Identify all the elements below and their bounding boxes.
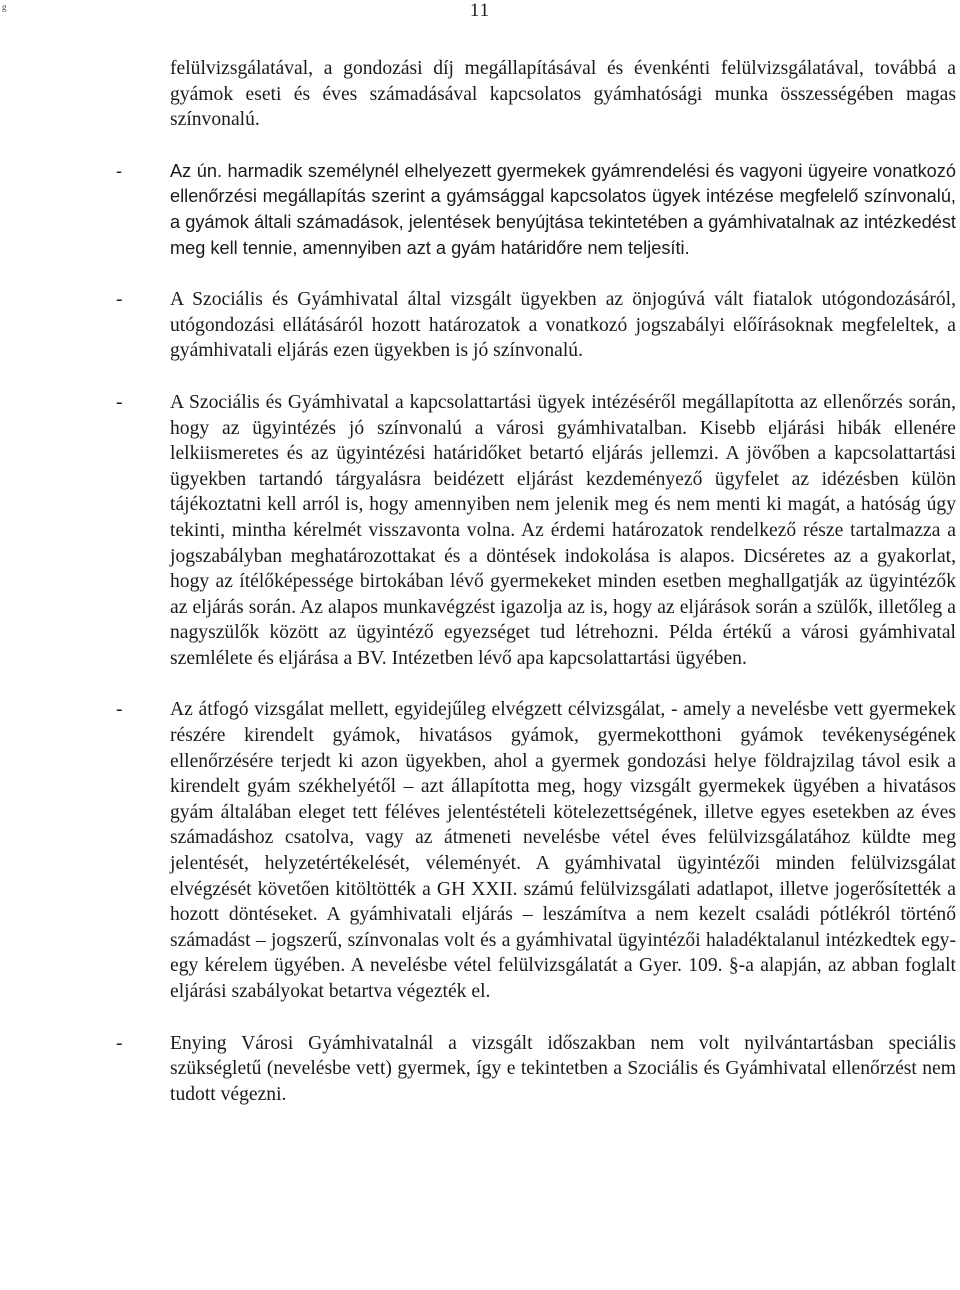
bullet-item-enying	[112, 1031, 956, 1108]
bullet-item-harmadik-szemely	[112, 159, 956, 261]
corner-mark: g	[2, 2, 7, 12]
continuation-paragraph: felülvizsgálatával, a gondozási díj megállapításával és évenkénti felülvizsgálatával, továbbá a gyámok eseti és éves számadásával kapcsolatos gyámhatósági munka összességében magas színvonalú.	[170, 58, 956, 131]
bullet-dash: -	[116, 699, 123, 721]
bullet-item-celvizsgalat	[112, 697, 956, 1004]
page-number: 11	[469, 0, 491, 21]
page-body	[112, 56, 956, 1107]
bullet-text: A Szociális és Gyámhivatal által vizsgált ügyekben az önjogúvá vált fiatalok utógondozásáról, utógondozási ellátásáról hozott határozatok a vonatkozó jogszabályi előírásoknak megfeleltek, a gyámhivatali eljárás ezen ügyekben is jó színvonalú.	[170, 289, 956, 362]
bullet-text: Enying Városi Gyámhivatalnál a vizsgált időszakban nem volt nyilvántartásban speciális szükségletű (nevelésbe vett) gyermek, így e tekintetben a Szociális és Gyámhivatal ellenőrzést nem tudott végezni.	[170, 1032, 956, 1105]
bullet-dash: -	[116, 391, 123, 413]
bullet-text: A Szociális és Gyámhivatal a kapcsolattartási ügyek intézéséről megállapította az ellenőrzés során, hogy az ügyintézés jó színvonalú a városi gyámhivatalban. Kisebb eljárási hibák ellenére lelkiismeretes és az ügyintézési határidőket betartó eljárás jellemzi. A jövőben a kapcsolattartási ügyekben tartandó tárgyalásra beidézett eljárást kezdeményező ügyfelet az idézésben külön tájékoztatni kell arról is, hogy amennyiben nem jelenik meg és nem menti ki magát, a hatóság úgy tekinti, mintha kérelmét visszavonta volna. Az érdemi határozatok rendelkező része tartalmazza a jogszabályban meghatározottakat és a döntések indokolása is alapos. Dicséretes az a gyakorlat, hogy az ítélőképessége birtokában lévő gyermekeket minden esetben meghallgatják az ügyintézők az eljárás során. Az alapos munkavégzést igazolja az is, hogy az eljárások során a szülők, illetőleg a nagyszülők között az ügyintéző egyezséget tud létrehozni. Példa értékű a városi gyámhivatal szemlélete és eljárása a BV. Intézetben lévő apa kapcsolattartási ügyében.	[170, 391, 956, 669]
bullet-text: Az ún. harmadik személynél elhelyezett gyermekek gyámrendelési és vagyoni ügyeire vonatkozó ellenőrzési megállapítás szerint a gyámsággal kapcsolatos ügyek intézése megfelelő színvonalú, a gyámok általi számadások, jelentések benyújtása tekintetében a gyámhivatalnak az intézkedést meg kell tennie, amennyiben azt a gyám határidőre nem teljesíti.	[170, 160, 956, 258]
bullet-dash: -	[116, 1032, 123, 1054]
bullet-item-kapcsolattartas	[112, 390, 956, 672]
bullet-item-utogondozas	[112, 287, 956, 364]
bullet-dash: -	[116, 289, 123, 311]
bullet-text: Az átfogó vizsgálat mellett, egyidejűleg elvégzett célvizsgálat, - amely a nevelésbe vett gyermekek részére kirendelt gyámok, hivatásos gyámok, gyermekotthoni gyámok tevékenységének ellenőrzésére terjedt ki azon ügyekben, ahol a gyermek gondozási helye földrajzilag távol esik a kirendelt gyám székhelyétől – azt állapította meg, hogy vizsgált gyermekek ügyében a hivatásos gyám általában eleget tett féléves jelentéstételi kötelezettségének, illetve egyes esetekben az éves számadáshoz csatolva, vagy az átmeneti nevelésbe vétel éves felülvizsgálatához küldte meg jelentését, helyzetértékelését, véleményét. A gyámhivatal ügyintézői minden felülvizsgálat elvégzését követően kitöltötték a GH XXII. számú felülvizsgálati adatlapot, illetve jogerősítették a hozott döntéseket. A gyámhivatali eljárás – leszámítva a nem kezelt családi pótlékról történő számadást – jogszerű, színvonalas volt és a gyámhivatal ügyintézői haladéktalanul intézkedtek egy-egy kérelem ügyében. A nevelésbe vétel felülvizsgálatát a Gyer. 109. §-a alapján, az abban foglalt eljárási szabályokat betartva végezték el.	[170, 699, 956, 1002]
bullet-dash: -	[116, 160, 123, 181]
